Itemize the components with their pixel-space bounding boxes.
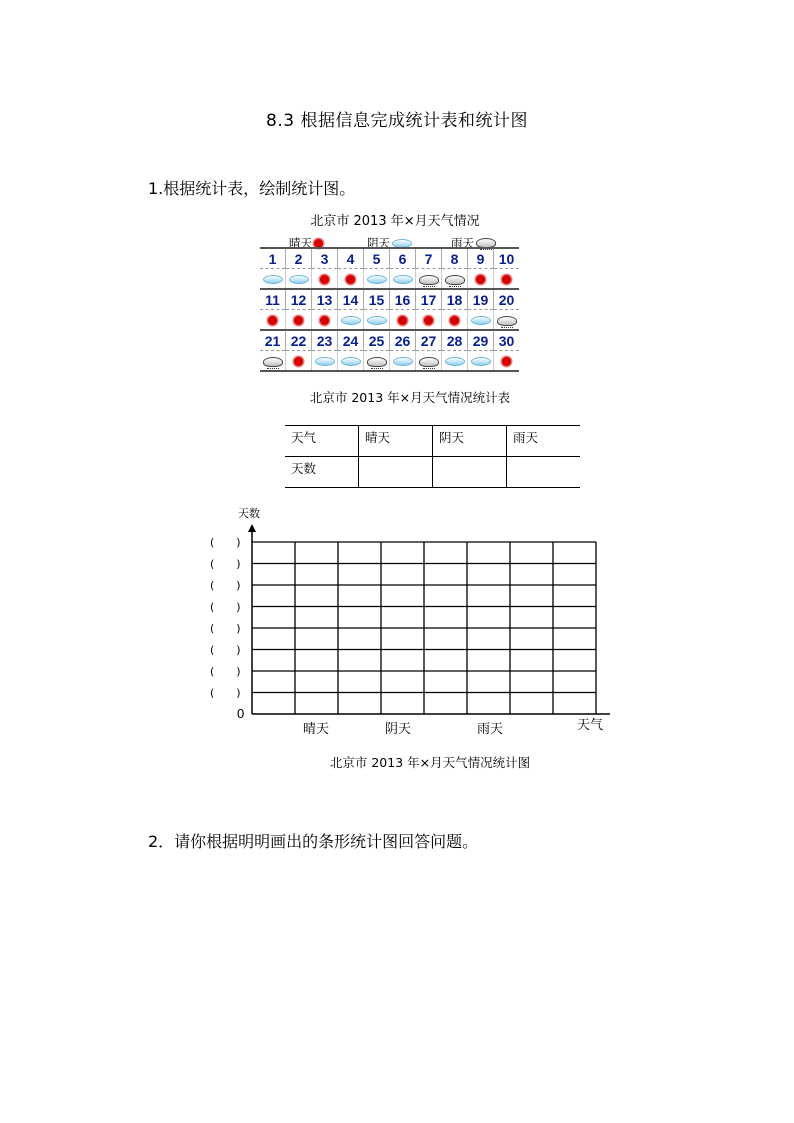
question-1: 1.根据统计表，绘制统计图。	[148, 179, 356, 198]
header-cloudy: 阴天	[433, 426, 507, 457]
stat-table-caption: 北京市 2013 年×月天气情况统计表	[309, 390, 511, 405]
calendar-date: 19	[468, 289, 494, 310]
y-tick-blank: ( )	[210, 665, 241, 678]
calendar-date: 29	[468, 330, 494, 351]
calendar-date: 14	[338, 289, 364, 310]
y-tick-blank: ( )	[210, 557, 241, 571]
header-sunny: 晴天	[359, 426, 433, 457]
calendar-date: 25	[364, 330, 390, 351]
calendar-title: 北京市 2013 年×月天气情况	[310, 214, 480, 229]
calendar-date: 11	[260, 289, 286, 310]
x-category-label: 阴天	[384, 722, 412, 737]
calendar-date: 26	[390, 330, 416, 351]
y-tick-blank: ( )	[210, 579, 241, 592]
calendar-date: 7	[416, 248, 442, 269]
calendar-date: 6	[390, 248, 416, 269]
question-2: 2．请你根据明明画出的条形统计图回答问题。	[148, 832, 479, 851]
page-title: 8.3 根据信息完成统计表和统计图	[266, 111, 528, 131]
calendar-date: 22	[286, 330, 312, 351]
y-tick-blank: ( )	[210, 686, 241, 700]
legend-cloudy-label: 阴天	[367, 236, 390, 250]
y-axis-arrow	[248, 524, 256, 532]
header-weather: 天气	[285, 426, 359, 457]
y-tick-blank: ( )	[210, 622, 241, 635]
calendar-date: 28	[442, 330, 468, 351]
y-tick-blank: ( )	[210, 600, 241, 614]
y-axis-label: 天数	[238, 507, 260, 520]
calendar-date: 3	[312, 248, 338, 269]
calendar-date: 17	[416, 289, 442, 310]
calendar-date: 5	[364, 248, 390, 269]
calendar-date: 18	[442, 289, 468, 310]
row-label-days: 天数	[285, 457, 359, 488]
calendar-date: 9	[468, 248, 494, 269]
x-category-label: 雨天	[476, 722, 504, 737]
calendar-date: 2	[286, 248, 312, 269]
calendar-date: 4	[338, 248, 364, 269]
x-axis-label: 天气	[577, 718, 604, 733]
legend-sunny-label: 晴天	[289, 236, 312, 250]
calendar-date: 16	[390, 289, 416, 310]
header-rainy: 雨天	[507, 426, 581, 457]
calendar-date: 24	[338, 330, 364, 351]
calendar-date: 15	[364, 289, 390, 310]
calendar-date: 21	[260, 330, 286, 351]
calendar-date: 30	[494, 330, 520, 351]
calendar-date: 10	[494, 248, 520, 269]
calendar-date: 27	[416, 330, 442, 351]
calendar-date: 20	[494, 289, 520, 310]
calendar-date: 1	[260, 248, 286, 269]
calendar-date: 12	[286, 289, 312, 310]
chart-caption: 北京市 2013 年×月天气情况统计图	[329, 755, 531, 770]
calendar-date: 13	[312, 289, 338, 310]
calendar-date: 8	[442, 248, 468, 269]
x-category-label: 晴天	[302, 722, 330, 737]
y-tick-blank: ( )	[210, 536, 241, 549]
legend-rainy-label: 雨天	[451, 236, 474, 250]
y-tick-blank: ( )	[210, 643, 241, 657]
origin-label: 0	[237, 706, 245, 721]
calendar-date: 23	[312, 330, 338, 351]
